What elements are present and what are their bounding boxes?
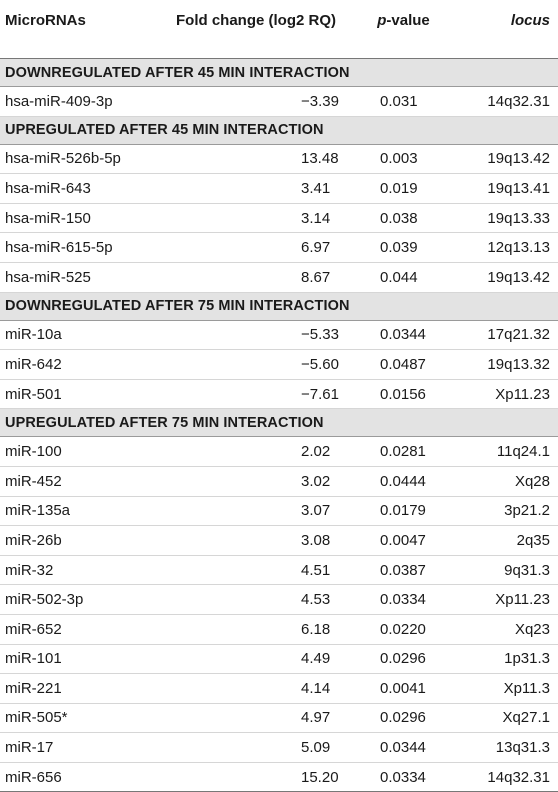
p-value: 0.0296 xyxy=(352,703,455,733)
locus-value: Xq23 xyxy=(455,614,558,644)
mirna-name: miR-221 xyxy=(0,674,160,704)
mirna-name: hsa-miR-526b-5p xyxy=(0,144,160,174)
p-value: 0.039 xyxy=(352,233,455,263)
mirna-name: miR-505* xyxy=(0,703,160,733)
section-header xyxy=(0,116,558,144)
table-row xyxy=(0,379,558,409)
locus-value: 1p31.3 xyxy=(455,644,558,674)
fold-change-value: 6.18 xyxy=(160,614,352,644)
table-row xyxy=(0,703,558,733)
table-row xyxy=(0,437,558,467)
p-value: 0.019 xyxy=(352,174,455,204)
fold-change-value: 4.14 xyxy=(160,674,352,704)
p-value: 0.0220 xyxy=(352,614,455,644)
mirna-name: miR-502-3p xyxy=(0,585,160,615)
locus-value: 12q13.13 xyxy=(455,233,558,263)
locus-value: 19q13.32 xyxy=(455,350,558,380)
section-title: UPREGULATED AFTER 75 MIN INTERACTION xyxy=(0,409,558,437)
mirna-name: miR-100 xyxy=(0,437,160,467)
locus-value: Xq28 xyxy=(455,466,558,496)
mirna-name: miR-652 xyxy=(0,614,160,644)
fold-change-value: 4.51 xyxy=(160,555,352,585)
locus-value: 14q32.31 xyxy=(455,87,558,117)
locus-value: 19q13.42 xyxy=(455,262,558,292)
table-row xyxy=(0,526,558,556)
locus-value: Xp11.23 xyxy=(455,379,558,409)
section-title: UPREGULATED AFTER 45 MIN INTERACTION xyxy=(0,116,558,144)
mirna-name: miR-501 xyxy=(0,379,160,409)
table-row xyxy=(0,555,558,585)
header-microrna: MicroRNAs xyxy=(0,0,160,59)
p-value: 0.031 xyxy=(352,87,455,117)
mirna-name: hsa-miR-409-3p xyxy=(0,87,160,117)
table-row xyxy=(0,733,558,763)
table-row xyxy=(0,614,558,644)
section-title: DOWNREGULATED AFTER 45 MIN INTERACTION xyxy=(0,59,558,87)
p-value: 0.0296 xyxy=(352,644,455,674)
header-row xyxy=(0,0,558,59)
p-value: 0.0281 xyxy=(352,437,455,467)
header-p-italic: p xyxy=(377,12,387,29)
mirna-name: miR-101 xyxy=(0,644,160,674)
header-locus xyxy=(455,0,558,59)
mirna-name: miR-17 xyxy=(0,733,160,763)
mirna-name: hsa-miR-643 xyxy=(0,174,160,204)
table-row xyxy=(0,674,558,704)
mirna-name: miR-26b xyxy=(0,526,160,556)
fold-change-value: −5.33 xyxy=(160,320,352,350)
locus-value: 3p21.2 xyxy=(455,496,558,526)
table-row xyxy=(0,350,558,380)
table-row xyxy=(0,174,558,204)
p-value: 0.0344 xyxy=(352,733,455,763)
fold-change-value: 5.09 xyxy=(160,733,352,763)
locus-value: 14q32.31 xyxy=(455,762,558,792)
table-row xyxy=(0,262,558,292)
p-value: 0.038 xyxy=(352,203,455,233)
fold-change-value: 4.53 xyxy=(160,585,352,615)
locus-value: Xp11.3 xyxy=(455,674,558,704)
fold-change-value: 3.08 xyxy=(160,526,352,556)
fold-change-value: 6.97 xyxy=(160,233,352,263)
table-row xyxy=(0,644,558,674)
p-value: 0.0344 xyxy=(352,320,455,350)
locus-value: 19q13.42 xyxy=(455,144,558,174)
mirna-name: miR-452 xyxy=(0,466,160,496)
section-header xyxy=(0,59,558,87)
locus-value: 13q31.3 xyxy=(455,733,558,763)
p-value: 0.0041 xyxy=(352,674,455,704)
p-value: 0.044 xyxy=(352,262,455,292)
table-row xyxy=(0,466,558,496)
table-row xyxy=(0,585,558,615)
fold-change-value: 8.67 xyxy=(160,262,352,292)
locus-value: 17q21.32 xyxy=(455,320,558,350)
header-fold-change: Fold change (log2 RQ) xyxy=(160,0,352,59)
fold-change-value: −7.61 xyxy=(160,379,352,409)
locus-value: 11q24.1 xyxy=(455,437,558,467)
locus-value: 19q13.41 xyxy=(455,174,558,204)
p-value: 0.0444 xyxy=(352,466,455,496)
mirna-name: miR-32 xyxy=(0,555,160,585)
p-value: 0.0334 xyxy=(352,762,455,792)
header-p-value xyxy=(352,0,455,59)
p-value: 0.0334 xyxy=(352,585,455,615)
fold-change-value: 3.02 xyxy=(160,466,352,496)
table-row xyxy=(0,144,558,174)
locus-value: 2q35 xyxy=(455,526,558,556)
fold-change-value: −5.60 xyxy=(160,350,352,380)
section-header xyxy=(0,409,558,437)
locus-value: Xq27.1 xyxy=(455,703,558,733)
header-locus-label: locus xyxy=(510,12,550,29)
mirna-name: miR-135a xyxy=(0,496,160,526)
fold-change-value: 3.14 xyxy=(160,203,352,233)
locus-value: 9q31.3 xyxy=(455,555,558,585)
mirna-name: miR-10a xyxy=(0,320,160,350)
table-header xyxy=(0,0,558,59)
p-value: 0.0487 xyxy=(352,350,455,380)
table-row xyxy=(0,496,558,526)
mirna-name: miR-656 xyxy=(0,762,160,792)
table-row xyxy=(0,203,558,233)
fold-change-value: 2.02 xyxy=(160,437,352,467)
table-body xyxy=(0,59,558,792)
mirna-name: hsa-miR-615-5p xyxy=(0,233,160,263)
mirna-name: hsa-miR-150 xyxy=(0,203,160,233)
p-value: 0.0156 xyxy=(352,379,455,409)
fold-change-value: 15.20 xyxy=(160,762,352,792)
section-header xyxy=(0,292,558,320)
fold-change-value: −3.39 xyxy=(160,87,352,117)
table-row xyxy=(0,233,558,263)
fold-change-value: 4.97 xyxy=(160,703,352,733)
table-row xyxy=(0,87,558,117)
p-value: 0.0179 xyxy=(352,496,455,526)
locus-value: 19q13.33 xyxy=(455,203,558,233)
mirna-name: hsa-miR-525 xyxy=(0,262,160,292)
fold-change-value: 3.41 xyxy=(160,174,352,204)
fold-change-value: 13.48 xyxy=(160,144,352,174)
fold-change-value: 4.49 xyxy=(160,644,352,674)
header-p-rest: -value xyxy=(386,12,430,29)
section-title: DOWNREGULATED AFTER 75 MIN INTERACTION xyxy=(0,292,558,320)
locus-value: Xp11.23 xyxy=(455,585,558,615)
mirna-name: miR-642 xyxy=(0,350,160,380)
p-value: 0.0387 xyxy=(352,555,455,585)
p-value: 0.0047 xyxy=(352,526,455,556)
p-value: 0.003 xyxy=(352,144,455,174)
table-row xyxy=(0,762,558,792)
table-row xyxy=(0,320,558,350)
fold-change-value: 3.07 xyxy=(160,496,352,526)
